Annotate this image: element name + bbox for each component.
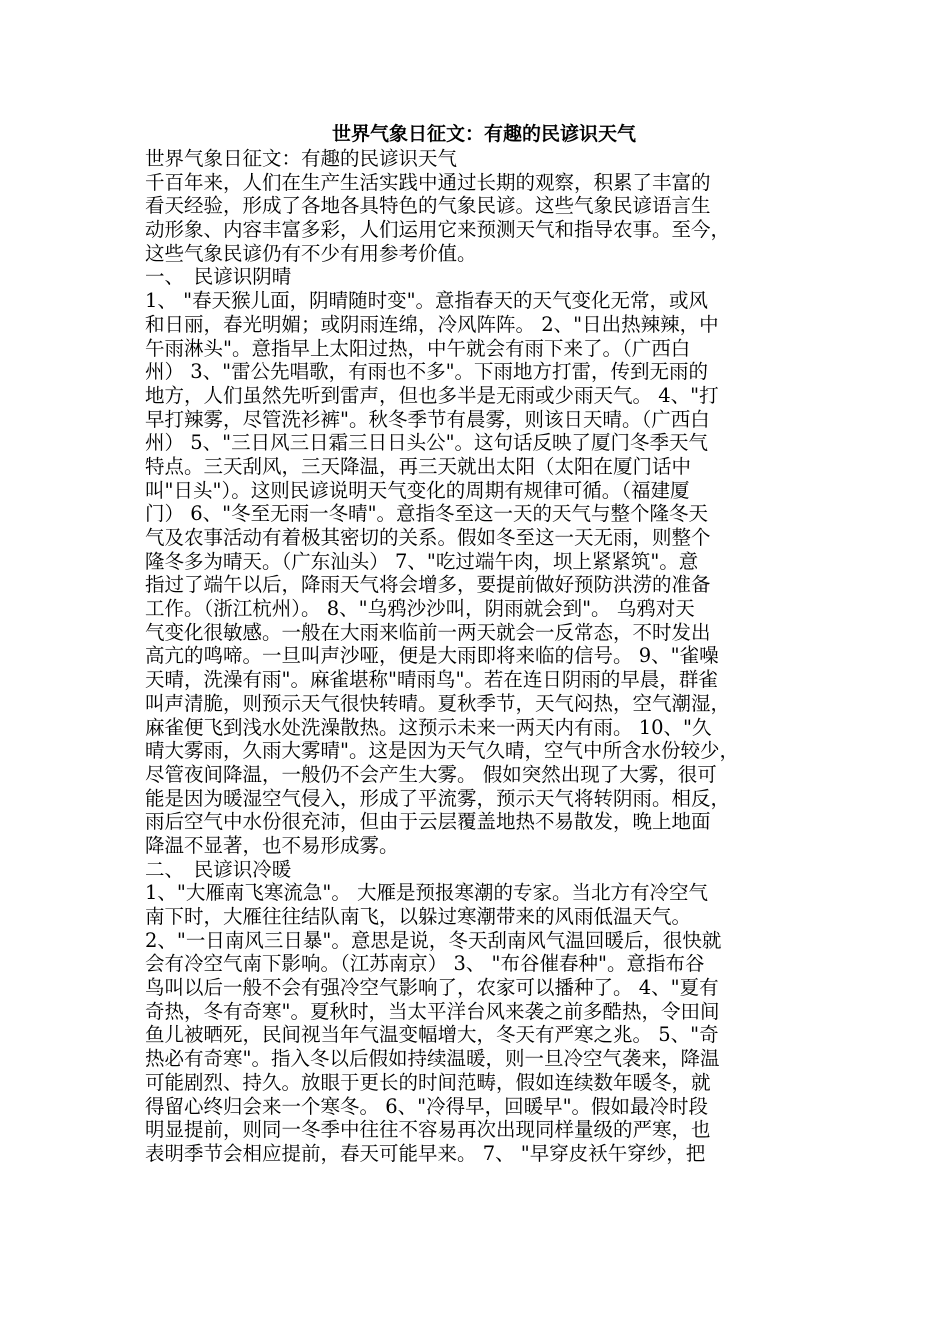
- text-line: 千百年来，人们在生产生活实践中通过长期的观察，积累了丰富的: [145, 170, 711, 194]
- text-line: 叫"日头"）。这则民谚说明天气变化的周期有规律可循。（福建厦: [145, 478, 690, 502]
- text-line: 世界气象日征文：有趣的民谚识天气: [145, 147, 458, 170]
- text-line: 看天经验，形成了各地各具特色的气象民谚。这些气象民谚语言生: [145, 194, 711, 218]
- text-line: 特点。三天刮风，三天降温，再三天就出太阳（太阳在厦门话中: [145, 454, 692, 478]
- text-line: 地方，人们虽然先听到雷声，但也多半是无雨或少雨天气。 4、"打: [145, 383, 719, 407]
- text-line: 明显提前，则同一冬季中往往不容易再次出现同样量级的严寒，也: [145, 1118, 711, 1142]
- text-line: 降温不显著，也不易形成雾。: [145, 833, 399, 857]
- text-line: 州） 3、"雷公先唱歌，有雨也不多"。下雨地方打雷，传到无雨的: [145, 360, 709, 384]
- text-line: 早打辣雾，尽管洗衫裤"。秋冬季节有晨雾，则该日天晴。（广西白: [145, 407, 710, 431]
- text-line: 表明季节会相应提前，春天可能早来。 7、 "早穿皮袄午穿纱，把: [145, 1141, 706, 1165]
- text-line: 2、"一日南风三日暴"。意思是说，冬天刮南风气温回暖后，很快就: [145, 928, 722, 952]
- text-line: 一、 民谚识阴晴: [145, 265, 292, 289]
- text-line: 指过了端午以后，降雨天气将会增多，要提前做好预防洪涝的准备: [145, 573, 711, 597]
- text-line: 门） 6、"冬至无雨一冬晴"。意指冬至这一天的天气与整个隆冬天: [145, 502, 709, 526]
- text-line: 雨后空气中水份很充沛，但由于云层覆盖地热不易散发，晚上地面: [145, 810, 711, 834]
- text-line: 和日丽，春光明媚；或阴雨连绵，冷风阵阵。 2、"日出热辣辣，中: [145, 312, 719, 336]
- text-line: 可能剧烈、持久。放眼于更长的时间范畴，假如连续数年暖冬，就: [145, 1070, 711, 1094]
- text-line: 晴大雾雨，久雨大雾晴"。这是因为天气久晴，空气中所含水份较少，: [145, 739, 739, 763]
- text-line: 得留心终归会来一个寒冬。 6、"冷得早，回暖早"。假如最冷时段: [145, 1094, 709, 1118]
- text-line: 隆冬多为晴天。（广东汕头） 7、"吃过端午肉，坝上紧紧筑"。意: [145, 549, 699, 573]
- text-line: 南下时，大雁往往结队南飞，以躲过寒潮带来的风雨低温天气。: [145, 905, 692, 928]
- text-line: 麻雀便飞到浅水处洗澡散热。这预示未来一两天内有雨。 10、"久: [145, 715, 712, 739]
- text-line: 能是因为暖湿空气侵入，形成了平流雾，预示天气将转阴雨。相反，: [145, 786, 731, 810]
- text-line: 鱼儿被晒死，民间视当年气温变幅增大，冬天有严寒之兆。 5、"奇: [145, 1023, 719, 1047]
- document-body: [145, 147, 817, 1166]
- text-line: 动形象、内容丰富多彩，人们运用它来预测天气和指导农事。至今，: [145, 218, 731, 242]
- text-line: 奇热，冬有奇寒"。夏秋时，当太平洋台风来袭之前多酷热，令田间: [145, 999, 720, 1023]
- text-line: 气变化很敏感。一般在大雨来临前一两天就会一反常态，不时发出: [145, 620, 711, 644]
- document-title: 世界气象日征文：有趣的民谚识天气: [331, 123, 636, 145]
- text-line: 天晴，洗澡有雨"。麻雀堪称"晴雨鸟"。若在连日阴雨的早晨，群雀: [145, 668, 718, 692]
- text-line: 尽管夜间降温，一般仍不会产生大雾。 假如突然出现了大雾，很可: [145, 762, 717, 786]
- text-line: 气及农事活动有着极其密切的关系。假如冬至这一天无雨，则整个: [145, 526, 711, 549]
- text-line: 叫声清脆，则预示天气很快转晴。夏秋季节，天气闷热，空气潮湿，: [145, 691, 731, 715]
- text-line: 热必有奇寒"。指入冬以后假如持续温暖，则一旦冷空气袭来，降温: [145, 1047, 720, 1071]
- document-page: [145, 122, 817, 1166]
- text-line: 这些气象民谚仍有不少有用参考价值。: [145, 241, 477, 265]
- text-line: 工作。（浙江杭州）。 8、"乌鸦沙沙叫，阴雨就会到"。 乌鸦对天: [145, 597, 695, 621]
- text-line: 二、 民谚识冷暖: [145, 857, 292, 881]
- text-line: 鸟叫以后一般不会有强冷空气影响了，农家可以播种了。 4、"夏有: [145, 976, 719, 1000]
- text-line: 高亢的鸣啼。一旦叫声沙哑，便是大雨即将来临的信号。 9、"雀噪: [145, 644, 719, 668]
- text-line: 会有冷空气南下影响。（江苏南京） 3、 "布谷催春种"。意指布谷: [145, 952, 705, 976]
- text-line: 州） 5、"三日风三日霜三日日头公"。这句话反映了厦门冬季天气: [145, 431, 709, 455]
- text-line: 午雨淋头"。意指早上太阳过热，中午就会有雨下来了。（广西白: [145, 336, 691, 360]
- text-line: 1、 "春天猴儿面，阴晴随时变"。意指春天的天气变化无常，或风: [145, 289, 709, 313]
- text-line: 1、"大雁南飞寒流急"。 大雁是预报寒潮的专家。当北方有冷空气: [145, 881, 709, 905]
